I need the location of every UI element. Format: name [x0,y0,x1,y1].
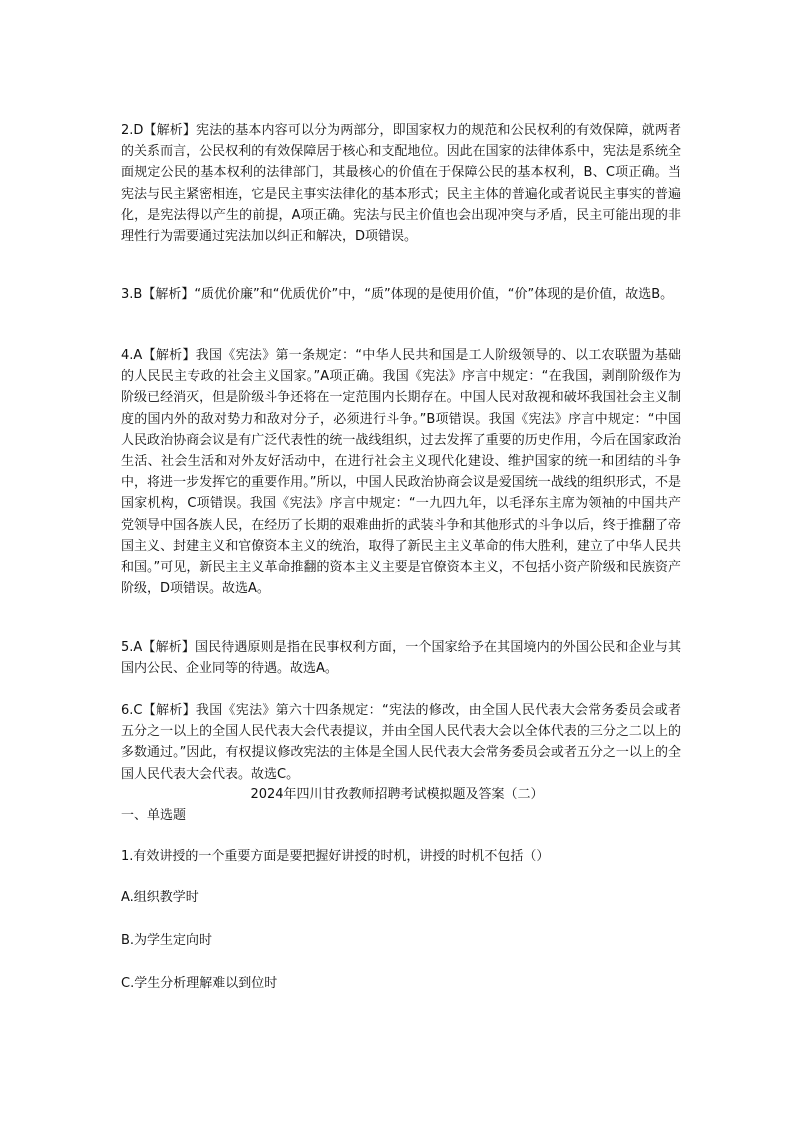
answer-analysis-3: 3.B【解析】“质优价廉”和“优质优价”中，“质”体现的是使用价值，“价”体现的是价值，故选B。 [121,287,674,302]
exam-title: 2024年四川甘孜教师招聘考试模拟题及答案（二） [250,787,544,802]
question-1: 1.有效讲授的一个重要方面是要把握好讲授的时机，讲授的时机不包括（） [121,849,550,864]
answer-analysis-5: 5.A【解析】国民待遇原则是指在民事权利方面，一个国家给予在其国境内的外国公民和企业与其国内公民、企业同等的待遇。故选A。 [121,640,681,677]
option-b: B.为学生定向时 [121,933,213,948]
answer-analysis-2: 2.D【解析】宪法的基本内容可以分为两部分，即国家权力的规范和公民权利的有效保障，就两者的关系而言，公民权利的有效保障居于核心和支配地位。因此在国家的法律体系中，宪法是系统全面规定公民的基本权利的法律部门，其最核心的价值在于保障公民的基本权利，B、C项正确。当宪法与民主紧密相连，它是民主事实法律化的基本形式；民主主体的普遍化或者说民主事实的普遍化，是宪法得以产生的前提，A项正确。宪法与民主价值也会出现冲突与矛盾，民主可能出现的非理性行为需要通过宪法加以纠正和解决，D项错误。 [121,123,681,245]
answer-analysis-4: 4.A【解析】我国《宪法》第一条规定：“中华人民共和国是工人阶级领导的、以工农联盟为基础的人民民主专政的社会主义国家。”A项正确。我国《宪法》序言中规定：“在我国，剥削阶级作为阶级已经消灭，但是阶级斗争还将在一定范围内长期存在。中国人民对敌视和破坏我国社会主义制度的国内外的敌对势力和敌对分子，必须进行斗争。”B项错误。我国《宪法》序言中规定：“中国人民政治协商会议是有广泛代表性的统一战线组织，过去发挥了重要的历史作用，今后在国家政治生活、社会生活和对外友好活动中，在进行社会主义现代化建设、维护国家的统一和团结的斗争中，将进一步发挥它的重要作用。”所以，中国人民政治协商会议是爱国统一战线的组织形式，不是国家机构，C项错误。我国《宪法》序言中规定：“一九四九年，以毛泽东主席为领袖的中国共产党领导中国各族人民，在经历了长期的艰难曲折的武装斗争和其他形式的斗争以后，终于推翻了帝国主义、封建主义和官僚资本主义的统治，取得了新民主主义革命的伟大胜利，建立了中华人民共和国。”可见，新民主主义革命推翻的资本主义主要是官僚资本主义，不包括小资产阶级和民族资产阶级，D项错误。故选A。 [121,348,681,597]
option-a: A.组织教学时 [121,890,199,905]
option-c: C.学生分析理解难以到位时 [121,976,278,991]
answer-analysis-6: 6.C【解析】我国《宪法》第六十四条规定：“宪法的修改，由全国人民代表大会常务委员会或者五分之一以上的全国人民代表大会代表提议，并由全国人民代表大会以全体代表的三分之二以上的多数通过。”因此，有权提议修改宪法的主体是全国人民代表大会常务委员会或者五分之一以上的全国人民代表大会代表。故选C。 [121,703,681,782]
section-heading: 一、单选题 [121,808,187,823]
